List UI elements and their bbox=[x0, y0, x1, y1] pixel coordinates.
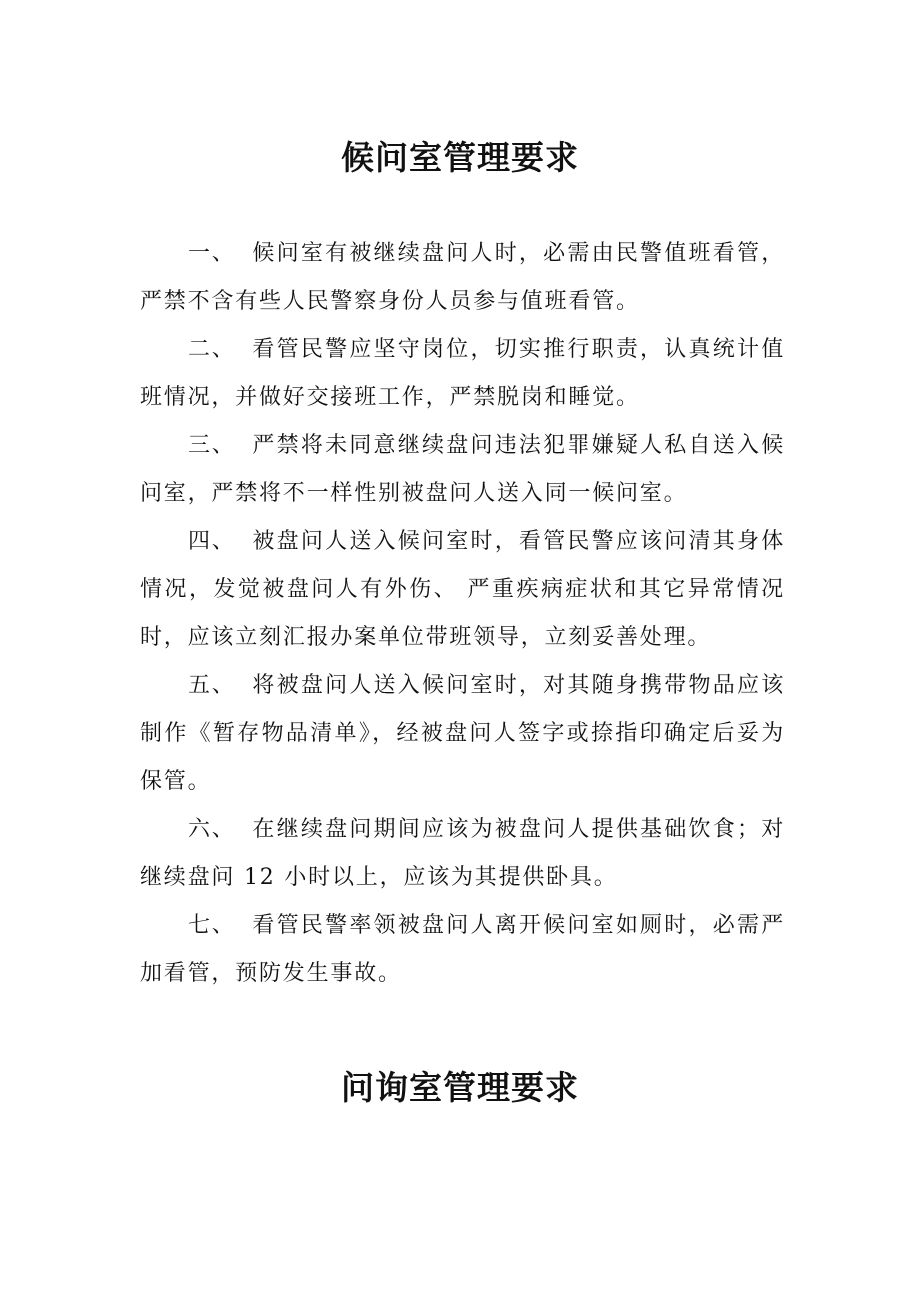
item-number: 一、 bbox=[188, 241, 236, 266]
page-title: 候问室管理要求 bbox=[341, 138, 579, 177]
list-item bbox=[140, 230, 785, 326]
item-number: 四、 bbox=[188, 529, 236, 554]
item-number: 五、 bbox=[188, 673, 236, 698]
item-text: 在继续盘问期间应该为被盘问人提供基础饮食；对继续盘问 12 小时以上，应该为其提供卧具。 bbox=[140, 817, 785, 890]
list-item bbox=[140, 422, 785, 518]
item-number: 三、 bbox=[188, 433, 236, 458]
list-item bbox=[140, 518, 785, 662]
rules-list bbox=[140, 230, 785, 998]
list-item bbox=[140, 326, 785, 422]
item-text: 被盘问人送入候问室时，看管民警应该问清其身体情况，发觉被盘问人有外伤、 严重疾病症状和其它异常情况时，应该立刻汇报办案单位带班领导，立刻妥善处理。 bbox=[140, 529, 785, 650]
item-number: 六、 bbox=[188, 817, 236, 842]
item-text: 看管民警率领被盘问人离开候问室如厕时，必需严加看管，预防发生事故。 bbox=[140, 913, 785, 986]
section-title: 问询室管理要求 bbox=[341, 1068, 579, 1107]
list-item bbox=[140, 806, 785, 902]
list-item bbox=[140, 662, 785, 806]
item-text: 看管民警应坚守岗位，切实推行职责，认真统计值班情况，并做好交接班工作，严禁脱岗和睡觉。 bbox=[140, 337, 785, 410]
item-number: 二、 bbox=[188, 337, 236, 362]
list-item bbox=[140, 902, 785, 998]
item-text: 严禁将未同意继续盘问违法犯罪嫌疑人私自送入候问室，严禁将不一样性别被盘问人送入同一候问室。 bbox=[140, 433, 785, 506]
item-number: 七、 bbox=[188, 913, 236, 938]
item-text: 候问室有被继续盘问人时，必需由民警值班看管，严禁不含有些人民警察身份人员参与值班看管。 bbox=[140, 241, 785, 314]
item-text: 将被盘问人送入候问室时，对其随身携带物品应该制作《暂存物品清单》，经被盘问人签字或捺指印确定后妥为保管。 bbox=[140, 673, 785, 794]
